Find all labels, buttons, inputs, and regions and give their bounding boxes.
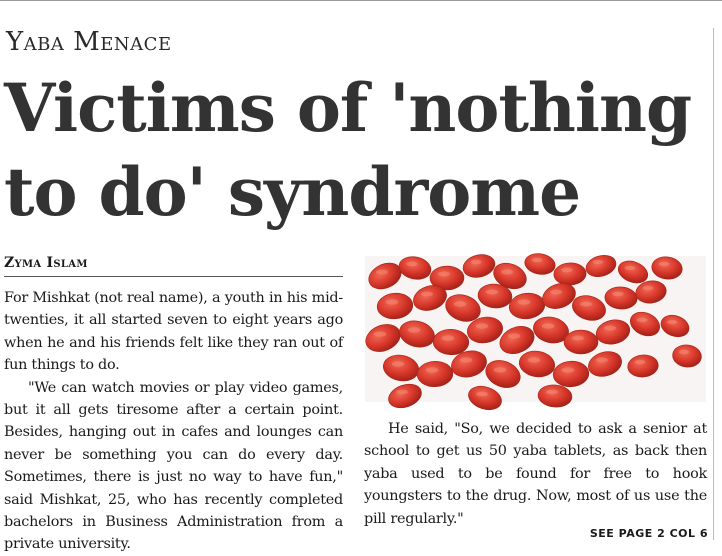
tablet-highlight [593, 260, 604, 264]
tablet-highlight [679, 350, 689, 355]
tablet-highlight [659, 262, 670, 267]
tablet-highlight [408, 327, 421, 332]
tablet-highlight [561, 268, 572, 273]
article-column-left [4, 287, 343, 556]
article-column-right [364, 418, 707, 530]
tablet-highlight [546, 390, 558, 395]
tablet-highlight [476, 392, 488, 397]
tablet-highlight [580, 301, 592, 306]
tablet-highlight [406, 262, 417, 267]
paragraph: He said, "So, we decided to ask a senior at school to get us 50 yaba tablets, as back then yaba used to be found for free to hook youngsters to the drug. Now, most of us use the pill regularly." [364, 421, 707, 527]
tablet-highlight [386, 299, 399, 304]
paragraph: "We can watch movies or play video games, but it all gets tiresome after a certain point. Besides, hanging out in cafes and lounges can never be something you can do every day. Sometimes, there is just no way to have fun," said Mishkat, 25, who has recently completed bachelors in Business Administration from a private university. [4, 379, 343, 553]
tablet-highlight [460, 357, 473, 362]
yaba-tablet [564, 330, 598, 354]
tablet-highlight [501, 269, 513, 274]
tablet-highlight [528, 357, 541, 362]
tablet-highlight [604, 325, 616, 330]
byline: Zyma Islam [4, 255, 88, 271]
tablet-highlight [438, 271, 450, 276]
tablet-highlight [374, 331, 387, 336]
tablet-highlight [508, 333, 521, 338]
top-rule [0, 0, 722, 1]
tablet-highlight [421, 291, 433, 296]
tablet-highlight [625, 266, 636, 270]
pills-image [365, 256, 706, 402]
tablet-highlight [612, 292, 623, 297]
tablet-highlight [667, 320, 677, 324]
tablet-highlight [426, 367, 439, 372]
tablet-highlight [470, 260, 481, 265]
tablet-highlight [637, 318, 648, 323]
tablet-highlight [596, 357, 608, 362]
byline-rule [4, 276, 343, 277]
tablet-highlight [542, 323, 555, 328]
tablet-highlight [550, 289, 562, 294]
tablet-highlight [532, 258, 543, 262]
headline: Victims of 'nothing to do' syndrome [4, 69, 692, 231]
tablet-highlight [643, 286, 654, 291]
tablet-highlight [396, 390, 408, 395]
continuation-jump: SEE PAGE 2 COL 6 [589, 527, 708, 540]
tablet-highlight [442, 335, 455, 340]
tablet-highlight [635, 360, 646, 365]
tablet-highlight [476, 323, 489, 328]
tablet-highlight [518, 299, 531, 304]
yaba-tablets-photo [365, 256, 706, 402]
tablet-highlight [454, 301, 467, 306]
tablet-highlight [572, 335, 584, 340]
tablet-highlight [392, 361, 405, 366]
tablet-highlight [376, 269, 388, 274]
tablet-highlight [486, 289, 498, 294]
tablet-highlight [494, 367, 507, 372]
section-kicker: Yaba Menace [6, 27, 172, 57]
tablet-highlight [562, 367, 575, 372]
paragraph: For Mishkat (not real name), a youth in his mid-twenties, it all started seven to eight years ago when he and his friends felt like they ran out of fun things to do. [4, 290, 343, 374]
